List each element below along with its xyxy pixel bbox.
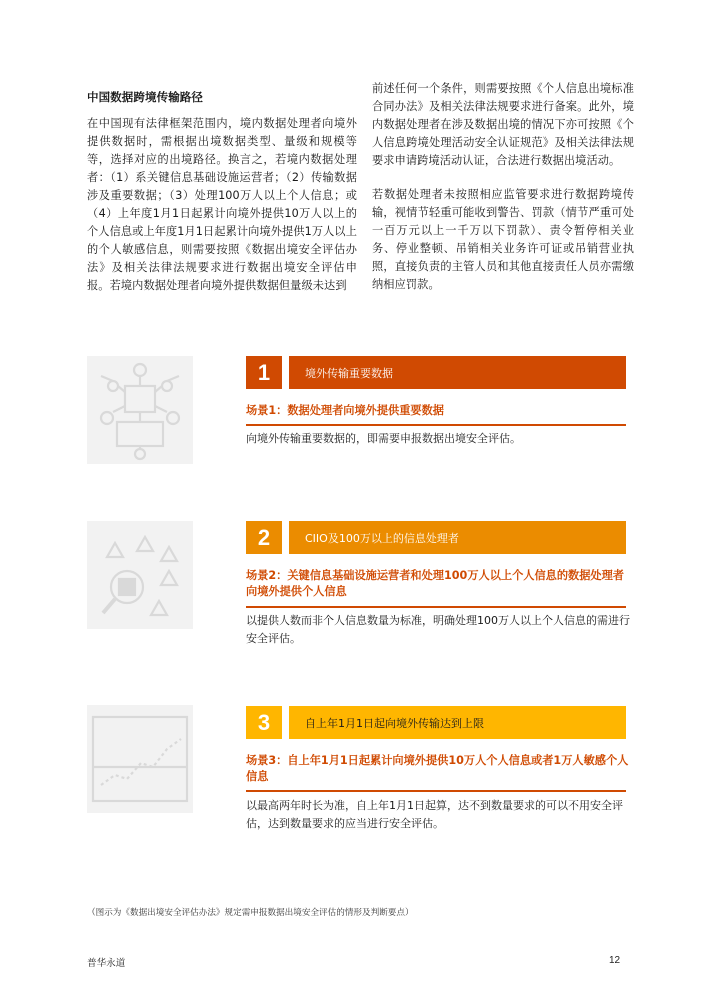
card-1-title-bar [289, 356, 626, 389]
card-3-description: 以最高两年时长为准，自上年1月1日起算，达不到数量要求的可以不用安全评估，达到数量要求的应当进行安全评估。 [246, 799, 623, 830]
card-3-number: 3 [246, 706, 282, 739]
card-1-scene: 场景1：数据处理者向境外提供重要数据 [246, 404, 444, 417]
card-1-divider [246, 424, 626, 426]
section-heading: 中国数据跨境传输路径 [87, 90, 203, 104]
right-column [372, 80, 634, 310]
network-nodes-icon [87, 356, 193, 464]
card-3-scene: 场景3：自上年1月1日起累计向境外提供10万人个人信息或者1万人敏感个人信息 [246, 754, 629, 783]
card-2-number: 2 [246, 521, 282, 554]
figure-caption: （图示为《数据出境安全评估办法》规定需申报数据出境安全评估的情形及判断要点） [87, 908, 414, 918]
magnifier-triangles-icon [87, 521, 193, 629]
right-paragraph-1: 前述任何一个条件，则需要按照《个人信息出境标准合同办法》及相关法律法规要求进行备案。此外，境内数据处理者在涉及数据出境的情况下亦可按照《个人信息跨境处理活动安全认证规范》及相关法律法规要求申请跨境活动认证，合法进行数据出境活动。 [372, 82, 634, 167]
left-column [87, 88, 357, 311]
card-2-description: 以提供人数而非个人信息数量为标准，明确处理100万人以上个人信息的需进行安全评估。 [246, 614, 630, 645]
right-paragraph-2: 若数据处理者未按照相应监管要求进行数据跨境传输，视情节轻重可能收到警告、罚款（情节严重可处一百万元以上一千万以下罚款）、责令暂停相关业务、停业整顿、吊销相关业务许可证或吊销营业执照，直接负责的主管人员和其他直接责任人员亦需缴纳相应罚款。 [372, 188, 634, 291]
card-3-divider [246, 790, 626, 792]
rising-line-chart-icon [87, 705, 193, 813]
card-2-title: CIIO及100万以上的信息处理者 [305, 531, 459, 545]
footer-brand: 普华永道 [87, 958, 126, 969]
card-1-title: 境外传输重要数据 [305, 366, 393, 380]
page-number: 12 [609, 955, 621, 966]
card-2-divider [246, 606, 626, 608]
card-1-number: 1 [246, 356, 282, 389]
card-2-scene: 场景2：关键信息基础设施运营者和处理100万人以上个人信息的数据处理者向境外提供个人信息 [246, 569, 624, 598]
card-2-title-bar [289, 521, 626, 554]
card-3-title: 自上年1月1日起向境外传输达到上限 [305, 716, 484, 730]
left-paragraph: 在中国现有法律框架范围内，境内数据处理者向境外提供数据时，需根据出境数据类型、量级和规模等等，选择对应的出境路径。换言之，若境内数据处理者：（1）系关键信息基础设施运营者；（2）传输数据涉及重要数据；（3）处理100万人以上个人信息；或（4）上年度1月1日起累计向境外提供10万人以上的个人信息或上年度1月1日起累计向境外提供1万人以上的个人敏感信息，则需要按照《数据出境安全评估办法》及相关法律法规要求进行数据出境安全评估申报。若境内数据处理者向境外提供数据但量级未达到 [87, 117, 357, 292]
card-3-title-bar [289, 706, 626, 739]
card-1-description: 向境外传输重要数据的，即需要申报数据出境安全评估。 [246, 432, 521, 445]
